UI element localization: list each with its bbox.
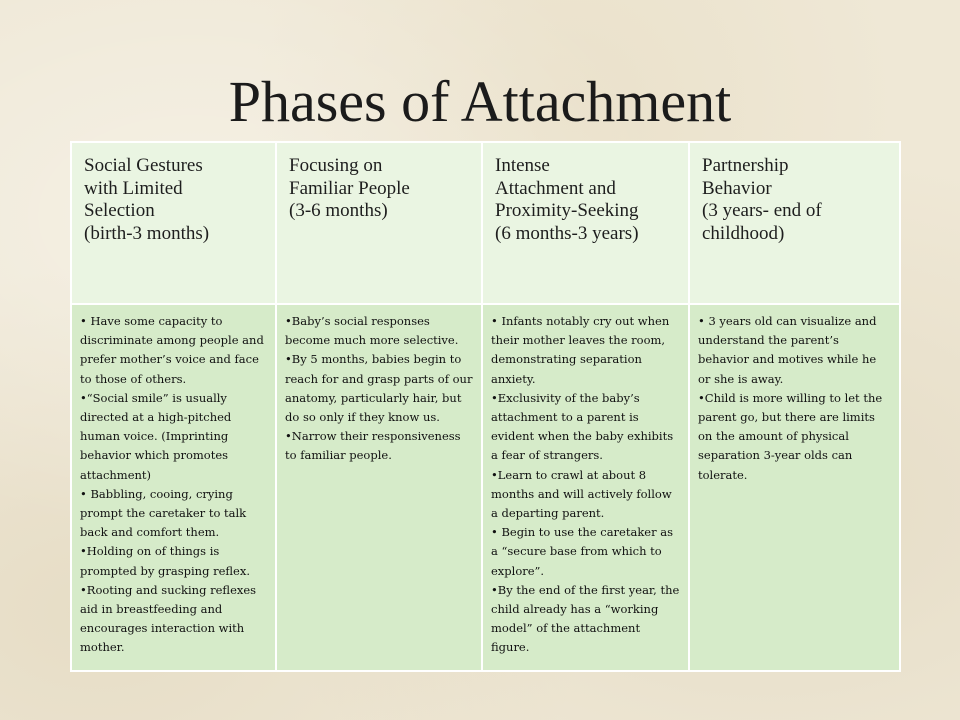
heading-line: childhood)	[702, 222, 785, 244]
heading-line: with Limited	[84, 177, 183, 199]
column-heading-3	[482, 142, 689, 304]
bullet-item: •Baby’s social responses become much more selective.	[285, 314, 459, 348]
column-body-1	[71, 304, 276, 671]
column-body-3	[482, 304, 689, 671]
column-heading-4	[689, 142, 900, 304]
heading-line: (6 months-3 years)	[495, 222, 639, 244]
bullet-item: • Infants notably cry out when their mother leaves the room, demonstrating separation anxiety.	[491, 314, 670, 386]
heading-line: Attachment and	[495, 177, 616, 199]
heading-line: (birth-3 months)	[84, 222, 210, 244]
heading-line: Social Gestures	[84, 155, 203, 176]
bullet-item: •Rooting and sucking reflexes aid in breastfeeding and encourages interaction with mother.	[80, 582, 257, 655]
heading-line: Partnership	[702, 155, 789, 176]
bullet-item: •Learn to crawl at about 8 months and will actively follow a departing parent.	[491, 467, 672, 521]
heading-line: Focusing on	[289, 155, 383, 176]
bullet-item: •Holding on of things is prompted by grasping reflex.	[80, 544, 251, 578]
heading-line: Proximity-Seeking	[495, 200, 639, 221]
heading-line: (3 years- end of	[702, 200, 822, 221]
bullet-item: • Babbling, cooing, crying prompt the caretaker to talk back and comfort them.	[80, 486, 247, 540]
bullet-item: • 3 years old can visualize and understand the parent’s behavior and motives while he or she is away.	[698, 314, 877, 386]
bullet-item: •By 5 months, babies begin to reach for and grasp parts of our anatomy, particularly hair, but do so only if they know us.	[285, 352, 473, 425]
column-heading-1	[71, 142, 276, 304]
content-row	[71, 304, 900, 671]
phases-table	[70, 141, 901, 672]
bullet-item: •By the end of the first year, the child already has a “working model” of the attachment figure.	[491, 582, 680, 655]
bullet-item: • Have some capacity to discriminate among people and prefer mother’s voice and face to those of others.	[80, 314, 264, 386]
heading-line: Intense	[495, 155, 550, 176]
bullet-item: •Child is more willing to let the parent go, but there are limits on the amount of physical separation 3-year olds can tolerate.	[698, 390, 883, 482]
bullet-item: •Exclusivity of the baby’s attachment to a parent is evident when the baby exhibits a fear of strangers.	[491, 390, 674, 463]
bullet-item: •Narrow their responsiveness to familiar people.	[285, 429, 461, 463]
heading-line: Familiar People	[289, 177, 410, 199]
phases-table-container	[70, 141, 899, 672]
bullet-item: • Begin to use the caretaker as a “secure base from which to explore”.	[491, 525, 674, 578]
heading-line: Selection	[84, 200, 155, 221]
header-row	[71, 142, 900, 304]
column-body-4	[689, 304, 900, 671]
heading-line: (3-6 months)	[289, 200, 388, 221]
column-body-2	[276, 304, 482, 671]
bullet-item: •“Social smile” is usually directed at a high-pitched human voice. (Imprinting behavior which promotes attachment)	[80, 390, 232, 482]
slide-title: Phases of Attachment	[228, 69, 732, 134]
heading-line: Behavior	[702, 177, 772, 199]
column-heading-2	[276, 142, 482, 304]
